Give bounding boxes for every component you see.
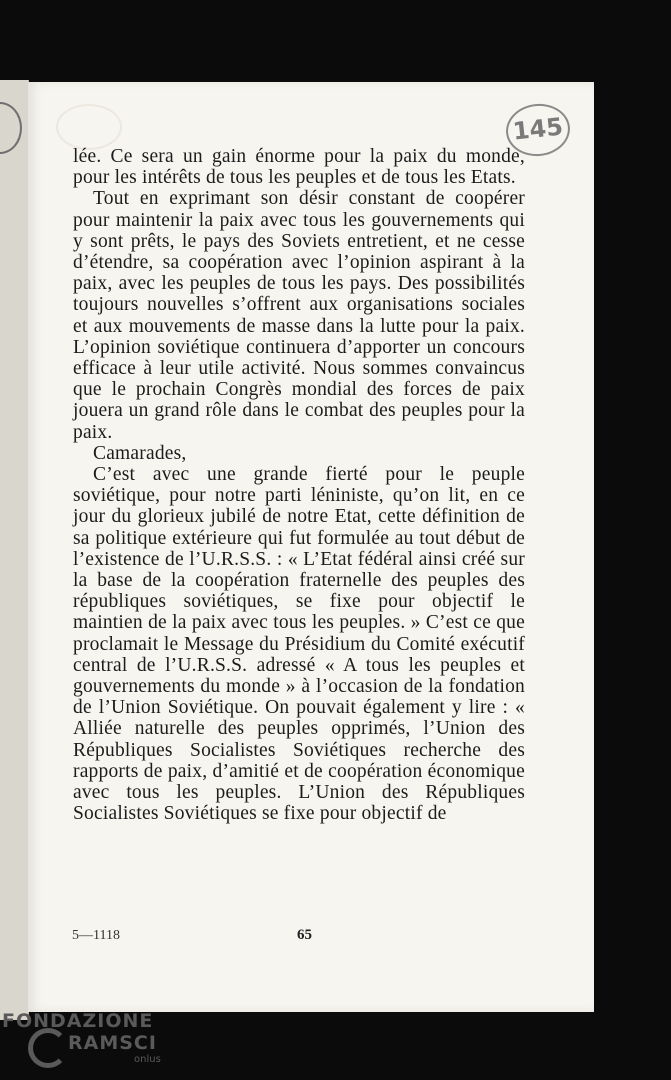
- previous-page-edge: [0, 80, 29, 1020]
- logo-line-onlus: onlus: [134, 1054, 161, 1065]
- paragraph-4: C’est avec une grande fierté pour le peuple soviétique, pour notre parti léniniste, qu’on lit, en ce jour du glorieux jubilé de notre Etat, cette définition de sa politique extérieure qui fut formulée au tout début de l’existence de l’U.R.S.S. : « L’Etat fédéral ainsi créé sur la base de la coopération fraternelle des peuples des républiques soviétiques, se fixe pour objectif le maintien de la paix avec tous les peuples. » C’est ce que proclamait le Message du Présidium du Comité exécutif central de l’U.R.S.S. adressé « A tous les peuples et gouvernements du monde » à l’occasion de la fondation de l’Union Soviétique. On pouvait également y lire : « Alliée naturelle des peuples opprimés, l’Union des Républiques Socialistes Soviétiques recherche des rapports de paix, d’amitié et de coopération économique avec tous les peuples. L’Union des Républiques Socialistes Soviétiques se fixe pour objectif de: [73, 464, 525, 825]
- page-body-text: [73, 146, 525, 825]
- faded-stamp: [56, 104, 122, 150]
- book-page: [28, 82, 594, 1012]
- archive-stamp-partial: [0, 102, 22, 154]
- page-number: 65: [297, 927, 312, 943]
- logo-g-mark-icon: [28, 1028, 68, 1068]
- archive-page-stamp: 145: [503, 101, 572, 159]
- logo-line-gramsci: RAMSCI: [68, 1032, 157, 1054]
- printer-signature-mark: 5—1118: [72, 928, 120, 943]
- fondazione-gramsci-logo: [2, 1008, 172, 1078]
- logo-line-fondazione: FONDAZIONE: [2, 1010, 154, 1032]
- paragraph-2: Tout en exprimant son désir constant de coopérer pour maintenir la paix avec tous les gouvernements qui y sont prêts, le pays des Soviets entretient, et ne cesse d’étendre, sa coopération avec l’opinion aspirant à la paix, avec les peuples de tous les pays. Des possibilités toujours nouvelles s’offrent aux organisations sociales et aux mouvements de masse dans la lutte pour la paix. L’opinion soviétique continuera d’apporter un concours efficace à leur utile activité. Nous sommes convaincus que le prochain Congrès mondial des forces de paix jouera un grand rôle dans le combat des peuples pour la paix.: [73, 188, 525, 443]
- paragraph-1: lée. Ce sera un gain énorme pour la paix du monde, pour les intérêts de tous les peuples et de tous les Etats.: [73, 146, 525, 189]
- paragraph-3: Camarades,: [93, 442, 187, 464]
